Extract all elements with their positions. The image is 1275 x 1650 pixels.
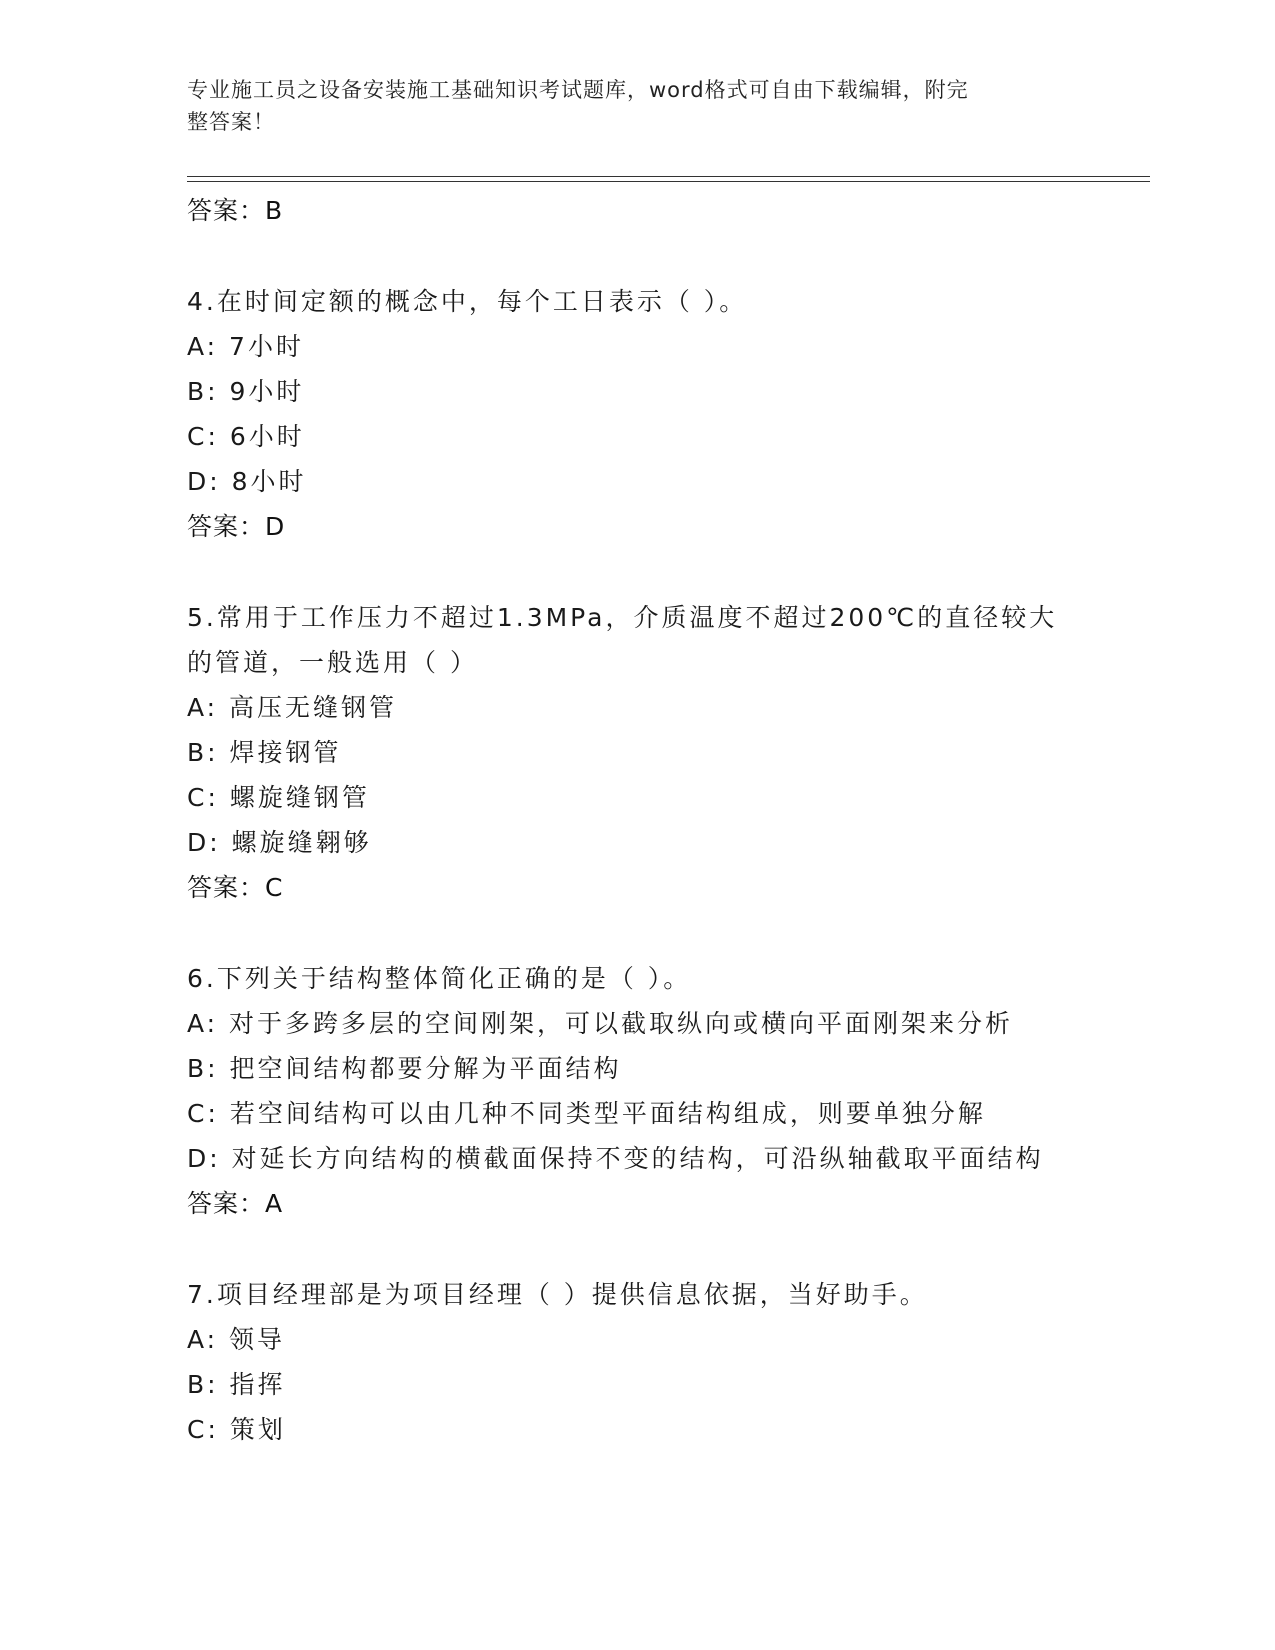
option-key: B:: [187, 377, 219, 406]
option-key: D:: [187, 828, 221, 857]
header-line-2: 整答案！: [187, 110, 275, 134]
document-header: [187, 74, 1067, 138]
option-c: [187, 1407, 1087, 1452]
option-text: 7小时: [229, 332, 304, 361]
answer-label: 答案：D: [187, 512, 286, 541]
option-text: 若空间结构可以由几种不同类型平面结构组成，则要单独分解: [229, 1099, 986, 1128]
option-text: 策划: [229, 1415, 286, 1444]
option-key: C:: [187, 1415, 219, 1444]
question-list: [187, 188, 1087, 1452]
option-key: C:: [187, 1099, 219, 1128]
option-b: [187, 369, 1087, 414]
option-d: [187, 1136, 1087, 1181]
question-block-7: [187, 1272, 1087, 1452]
spacer: [187, 233, 1087, 279]
option-key: A:: [187, 693, 219, 722]
option-key: C:: [187, 422, 219, 451]
option-text: 8小时: [231, 467, 307, 496]
answer-q3: 答案：B: [187, 196, 284, 225]
option-d: [187, 459, 1087, 504]
question-text: 7.项目经理部是为项目经理（ ）提供信息依据，当好助手。: [187, 1280, 928, 1309]
option-key: B:: [187, 738, 219, 767]
option-text: 螺旋缝钢管: [229, 783, 370, 812]
question-block-4: [187, 279, 1087, 549]
question-block-6: [187, 956, 1087, 1226]
option-key: B:: [187, 1370, 219, 1399]
question-text: 4.在时间定额的概念中，每个工日表示（ ）。: [187, 287, 748, 316]
option-text: 焊接钢管: [229, 738, 342, 767]
option-c: [187, 1091, 1087, 1136]
option-text: 高压无缝钢管: [229, 693, 398, 722]
option-text: 螺旋缝翱够: [231, 828, 372, 857]
option-text: 6小时: [229, 422, 305, 451]
question-text-continued: 的管道，一般选用（ ）: [187, 648, 478, 677]
option-c: [187, 775, 1087, 820]
option-key: B:: [187, 1054, 219, 1083]
option-a: [187, 685, 1087, 730]
question-text: 6.下列关于结构整体简化正确的是（ ）。: [187, 964, 692, 993]
spacer: [187, 1226, 1087, 1272]
question-block-5: [187, 595, 1087, 910]
option-text: 9小时: [229, 377, 305, 406]
option-text: 指挥: [229, 1370, 286, 1399]
option-a: [187, 324, 1087, 369]
option-key: A:: [187, 332, 219, 361]
option-text: 对于多跨多层的空间刚架，可以截取纵向或横向平面刚架来分析: [229, 1009, 1014, 1038]
option-text: 对延长方向结构的横截面保持不变的结构，可沿纵轴截取平面结构: [231, 1144, 1044, 1173]
option-a: [187, 1001, 1087, 1046]
option-b: [187, 730, 1087, 775]
option-c: [187, 414, 1087, 459]
answer-label: 答案：C: [187, 873, 284, 902]
spacer: [187, 549, 1087, 595]
option-text: 把空间结构都要分解为平面结构: [229, 1054, 622, 1083]
option-d: [187, 820, 1087, 865]
header-divider-bottom: [187, 181, 1150, 182]
header-divider-top: [187, 176, 1150, 177]
option-b: [187, 1046, 1087, 1091]
answer-label: 答案：A: [187, 1189, 284, 1218]
option-key: D:: [187, 467, 221, 496]
spacer: [187, 910, 1087, 956]
option-a: [187, 1317, 1087, 1362]
option-key: A:: [187, 1009, 219, 1038]
question-text: 5.常用于工作压力不超过1.3MPa，介质温度不超过200℃的直径较大: [187, 603, 1058, 632]
option-b: [187, 1362, 1087, 1407]
header-line-1: 专业施工员之设备安装施工基础知识考试题库，word格式可自由下载编辑，附完: [187, 78, 969, 102]
option-key: C:: [187, 783, 219, 812]
option-key: D:: [187, 1144, 221, 1173]
option-key: A:: [187, 1325, 219, 1354]
option-text: 领导: [229, 1325, 286, 1354]
